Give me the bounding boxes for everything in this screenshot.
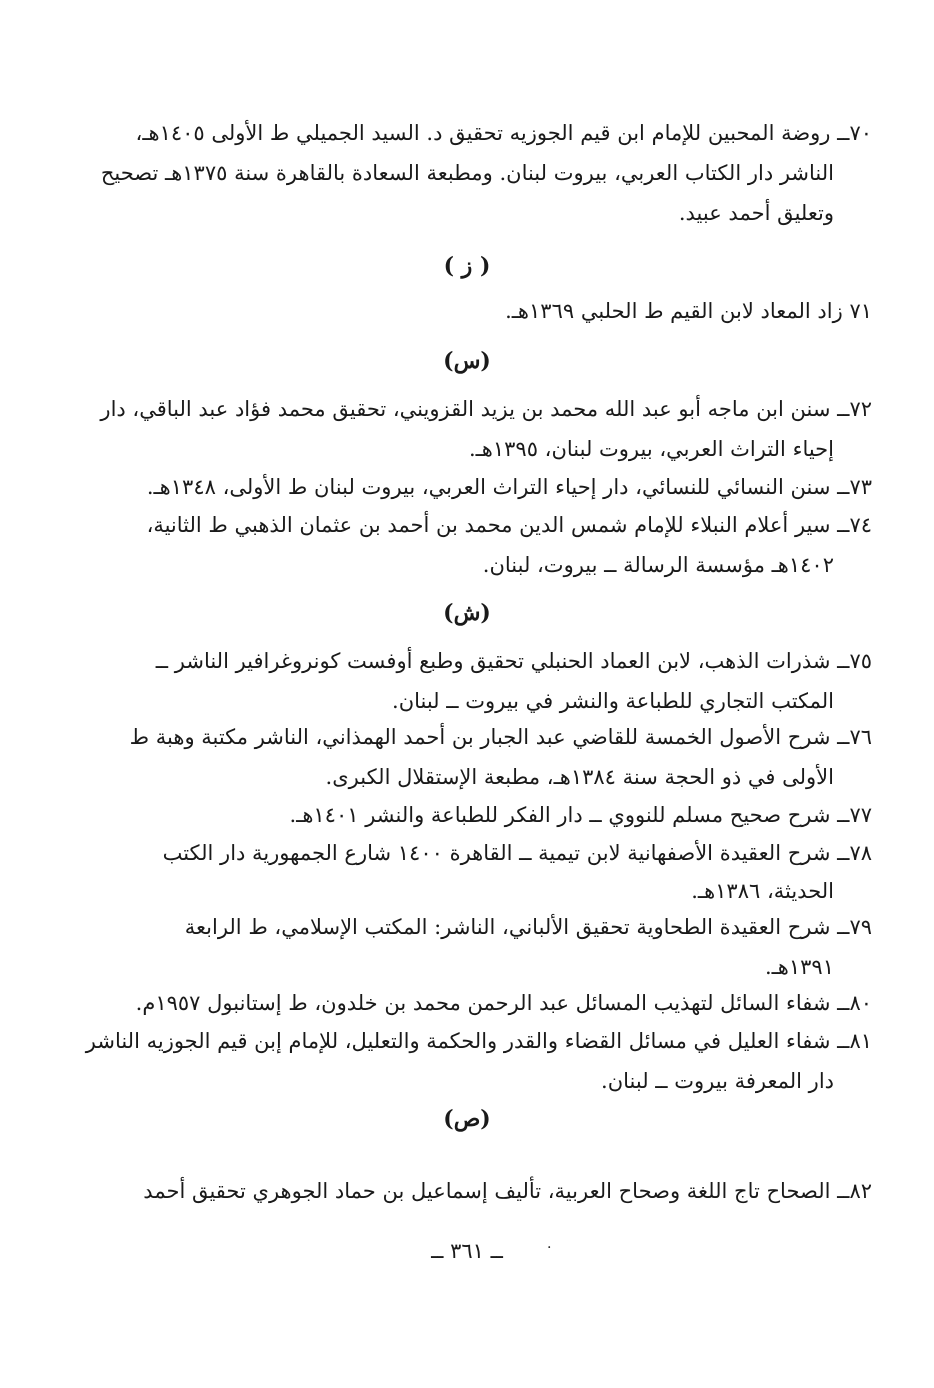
entry-72-line-1: ٧٢ــ سنن ابن ماجه أبو عبد الله محمد بن يزيد القزويني، تحقيق محمد فؤاد عبد الباقي، دار — [100, 397, 872, 421]
entry-81-line-1: ٨١ــ شفاء العليل في مسائل القضاء والقدر والحكمة والتعليل، للإمام إبن قيم الجوزيه الناشر — [85, 1029, 872, 1053]
entry-70-line-1: ٧٠ــ روضة المحبين للإمام ابن قيم الجوزيه تحقيق د. السيد الجميلي ط الأولى ١٤٠٥هـ، — [135, 121, 872, 145]
entry-72-line-2: إحياء التراث العربي، بيروت لبنان، ١٣٩٥هـ. — [468, 437, 834, 461]
entry-70-line-2: الناشر دار الكتاب العربي، بيروت لبنان. ومطبعة السعادة بالقاهرة سنة ١٣٧٥هـ تصحيح — [100, 161, 834, 185]
entry-81-line-2: دار المعرفة بيروت ــ لبنان. — [601, 1069, 834, 1093]
entry-71-line-1: ٧١ زاد المعاد لابن القيم ط الحلبي ١٣٦٩هـ. — [505, 299, 872, 323]
section-heading-sheen: (ش) — [443, 600, 491, 626]
section-heading-seen: (س) — [443, 348, 491, 374]
entry-78-line-2: الحديثة، ١٣٨٦هـ. — [691, 879, 834, 903]
entry-70-line-3: وتعليق أحمد عبيد. — [678, 201, 834, 225]
entry-73-line-1: ٧٣ــ سنن النسائي للنسائي، دار إحياء التراث العربي، بيروت لبنان ط الأولى، ١٣٤٨هـ. — [146, 475, 872, 499]
entry-76-line-2: الأولى في ذو الحجة سنة ١٣٨٤هـ، مطبعة الإستقلال الكبرى. — [325, 765, 834, 789]
section-heading-zay: ( ز ) — [443, 253, 491, 279]
entry-77-line-1: ٧٧ــ شرح صحيح مسلم للنووي ــ دار الفكر للطباعة والنشر ١٤٠١هـ. — [289, 803, 872, 827]
entry-78-line-1: ٧٨ــ شرح العقيدة الأصفهانية لابن تيمية ــ القاهرة ١٤٠٠ شارع الجمهورية دار الكتب — [162, 841, 872, 865]
entry-75-line-1: ٧٥ــ شذرات الذهب، لابن العماد الحنبلي تحقيق وطبع أوفست كونروغرافير الناشر ــ — [155, 649, 872, 673]
entry-79-line-1: ٧٩ــ شرح العقيدة الطحاوية تحقيق الألباني، الناشر: المكتب الإسلامي، ط الرابعة — [184, 915, 872, 939]
stray-mark: . — [547, 1236, 552, 1252]
entry-76-line-1: ٧٦ــ شرح الأصول الخمسة للقاضي عبد الجبار بن أحمد الهمذاني، الناشر مكتبة وهبة ط — [129, 725, 872, 749]
page-number: ــ ٣٦١ ــ — [431, 1239, 503, 1263]
entry-74-line-1: ٧٤ــ سير أعلام النبلاء للإمام شمس الدين محمد بن أحمد بن عثمان الذهبي ط الثانية، — [146, 513, 872, 537]
section-heading-sad: (ص) — [443, 1106, 491, 1132]
entry-80-line-1: ٨٠ــ شفاء السائل لتهذيب المسائل عبد الرحمن محمد بن خلدون، ط إستانبول ١٩٥٧م. — [135, 991, 872, 1015]
entry-75-line-2: المكتب التجاري للطباعة والنشر في بيروت ــ لبنان. — [392, 689, 834, 713]
entry-82-line-1: ٨٢ــ الصحاح تاج اللغة وصحاح العربية، تأليف إسماعيل بن حماد الجوهري تحقيق أحمد — [143, 1179, 872, 1203]
entry-74-line-2: ١٤٠٢هـ مؤسسة الرسالة ــ بيروت، لبنان. — [482, 553, 834, 577]
entry-79-line-2: ١٣٩١هـ. — [764, 955, 834, 979]
